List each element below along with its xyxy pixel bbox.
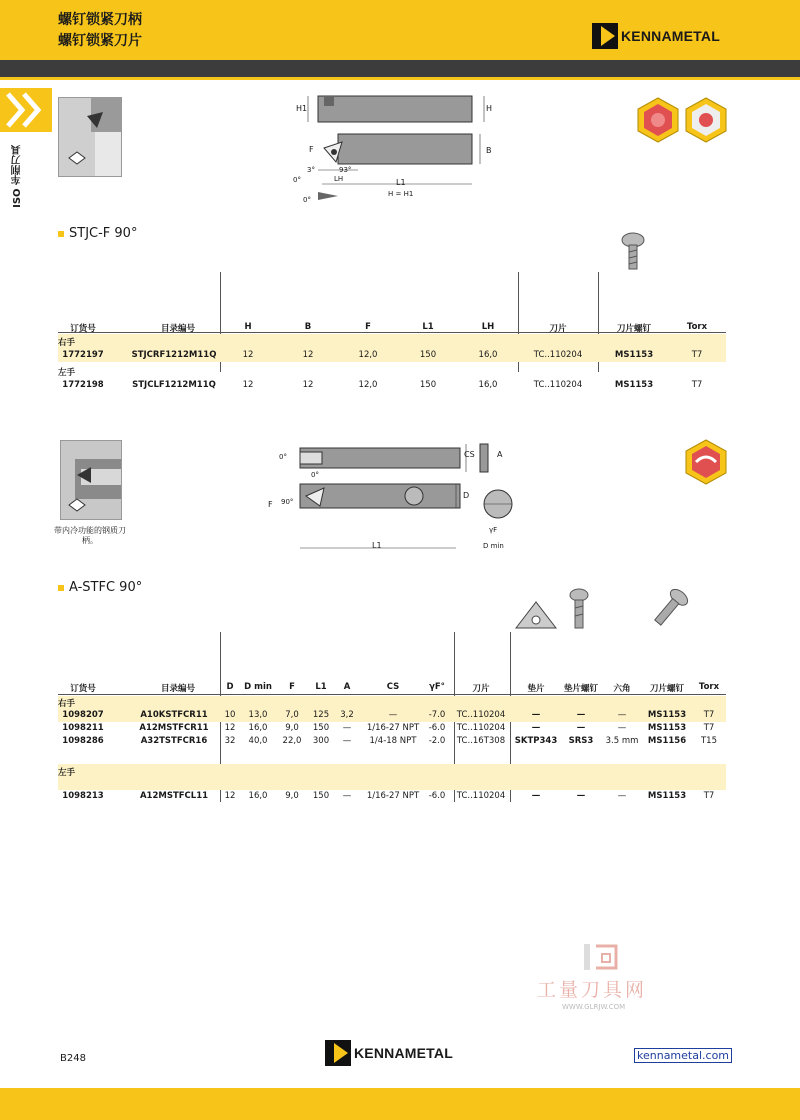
table-cell: A32TSTFCR16 [140,736,208,746]
table-cell: STJCLF1212M11Q [132,380,216,390]
table-cell: -6.0 [428,791,446,801]
dim-label-93deg: 93° [339,166,352,174]
tool-photo-caption: 带内冷功能的钢质刀柄。 [54,526,126,545]
table-cell: 12 [224,791,236,801]
col-header: 刀片螺钉 [649,684,684,694]
table-cell: — [342,791,352,801]
side-tab-label: ISO 车削刀具 [12,145,23,208]
group-label-left: 左手 [58,368,76,378]
table-cell: T7 [691,380,703,390]
col-header: F [365,322,371,332]
col-header: 垫片 [527,684,545,694]
dim2-label-cs: CS [464,450,475,459]
table-cell: T7 [703,710,715,720]
table-cell: T15 [700,736,717,746]
table-cell: MS1153 [647,723,687,733]
table-cell: 1/16-27 NPT [366,791,420,801]
watermark-url: WWW.GLRJW.COM [562,1003,626,1011]
col-header: B [304,322,312,332]
dim2-label-0deg-b: 0° [311,471,319,479]
table-cell: — [576,791,586,801]
table-cell: TC..110204 [456,723,506,733]
table-cell: T7 [703,791,715,801]
col-header: 订货号 [70,324,96,334]
col-header: F [289,682,295,692]
table-cell: MS1156 [647,736,687,746]
table-cell: MS1153 [614,380,654,390]
dim-label-h-eq-h1: H = H1 [388,190,414,198]
table-cell: — [617,710,627,720]
table-astfc [58,632,726,802]
col-header: γF° [429,682,445,692]
table-stjc [58,270,726,400]
table-cell: A12MSTFCR11 [139,723,209,733]
divider [58,694,726,695]
shim-screw-icon [568,588,590,630]
col-header: 刀片螺钉 [616,324,651,334]
table-cell: MS1153 [647,710,687,720]
header-dark-band [0,60,800,77]
tool-photo-1 [58,97,122,177]
table-cell: MS1153 [614,350,654,360]
dim2-label-a: A [497,450,503,459]
dim2-label-f: F [268,500,273,509]
table-cell: — [576,710,586,720]
watermark-logo-icon [582,942,622,972]
dim-label-h: H [486,104,493,113]
table-cell: 1772197 [62,350,104,360]
table-cell: — [342,723,352,733]
table-cell: -2.0 [428,736,446,746]
col-header: 刀片 [549,324,567,334]
group-label-right: 右手 [58,338,76,348]
table-cell: 13,0 [248,710,268,720]
col-header: Torx [686,322,708,332]
table-cell: — [531,791,541,801]
table-cell: 1772198 [62,380,104,390]
table-cell: SKTP343 [514,736,558,746]
col-header: H [244,322,252,332]
material-steel-icon-2 [684,438,728,486]
dim2-label-gamma-f: γF [489,526,498,534]
table-cell: 16,0 [248,791,268,801]
group-label-left: 左手 [58,768,76,778]
table-cell: 1098207 [62,710,104,720]
header-accent-line [0,77,800,80]
table-cell: 12 [302,350,314,360]
col-header: 刀片 [472,684,490,694]
page-subtitle: 螺钉锁紧刀片 [58,33,142,49]
dim-label-l1: L1 [396,178,406,187]
page-title: 螺钉锁紧刀柄 [58,12,142,28]
dim-label-b: B [486,146,492,155]
table-cell: TC..16T308 [456,736,506,746]
side-tab [0,88,52,132]
table-cell: TC..110204 [533,380,583,390]
table-cell: TC..110204 [456,710,506,720]
table-cell: 32 [224,736,236,746]
page-number: B248 [60,1053,86,1064]
table-cell: 300 [312,736,330,746]
table-cell: 150 [312,791,330,801]
table-cell: 12 [224,723,236,733]
col-header: L1 [422,322,434,332]
table-cell: 1/16-27 NPT [366,723,420,733]
table-cell: 3,2 [340,710,354,720]
footer-brand-logo: KENNAMETAL [325,1040,453,1066]
table-cell: 9,0 [285,723,299,733]
table-cell: 1098213 [62,791,104,801]
col-header: 订货号 [70,684,96,694]
highlight-row-group [58,764,726,790]
website-link[interactable]: kennametal.com [634,1048,732,1063]
insert-screw-icon [620,232,646,272]
section-marker-icon [58,585,64,591]
col-header: D [226,682,234,692]
table-cell: 22,0 [282,736,302,746]
tool-photo-2 [60,440,122,520]
table-cell: 40,0 [248,736,268,746]
table-cell: — [617,791,627,801]
table-cell: TC..110204 [533,350,583,360]
dim-label-f: F [309,145,314,154]
table-cell: — [531,723,541,733]
col-header: 目录编号 [160,684,195,694]
dim2-label-0deg-a: 0° [279,453,287,461]
table-cell: — [617,723,627,733]
table-cell: -7.0 [428,710,446,720]
table-cell: 1/4-18 NPT [369,736,417,746]
table-cell: T7 [703,723,715,733]
kennametal-k-icon [325,1040,351,1066]
col-header: 目录编号 [160,324,195,334]
col-header: CS [386,682,400,692]
table-cell: — [342,736,352,746]
table-cell: — [388,710,398,720]
table-cell: 12,0 [358,380,378,390]
brand-logo: KENNAMETAL [592,23,720,49]
table-cell: 12 [302,380,314,390]
table-cell: 150 [419,350,437,360]
table-cell: 150 [419,380,437,390]
table-cell: 12,0 [358,350,378,360]
table-cell: 10 [224,710,236,720]
table-cell: SRS3 [568,736,594,746]
dim-label-h1: H1 [296,104,308,113]
table-cell: — [576,723,586,733]
dim-label-0deg-b: 0° [303,196,311,204]
dim2-label-dmin: D min [483,542,504,550]
material-stainless-icon [684,96,728,144]
table-cell: 16,0 [478,350,498,360]
col-header: 六角 [613,684,631,694]
table-cell: A12MSTFCL11 [139,791,209,801]
table-cell: 16,0 [478,380,498,390]
col-header: LH [481,322,495,332]
footer-bar [0,1088,800,1120]
dim2-label-l1: L1 [372,541,382,550]
table-cell: 1098286 [62,736,104,746]
dim2-label-90deg: 90° [281,498,294,506]
table-cell: 12 [242,380,254,390]
dim-label-3deg: 3° [307,166,315,174]
section-title-stjc: STJC-F 90° [58,226,137,241]
kennametal-k-icon [592,23,618,49]
watermark-text: 工量刀具网 [537,979,648,1001]
dim2-label-d: D [463,491,470,500]
table-cell: T7 [691,350,703,360]
table-cell: 7,0 [285,710,299,720]
table-cell: STJCRF1212M11Q [131,350,217,360]
col-header: Torx [698,682,720,692]
table-cell: 3.5 mm [605,736,639,746]
table-cell: 150 [312,723,330,733]
table-cell: — [531,710,541,720]
section-title-astfc: A-STFC 90° [58,580,142,595]
col-header: L1 [315,682,327,692]
table-cell: MS1153 [647,791,687,801]
table-cell: 125 [312,710,330,720]
dim-label-0deg-a: 0° [293,176,301,184]
section-marker-icon [58,231,64,237]
insert-screw-icon-angled [648,588,692,630]
col-header: A [343,682,351,692]
table-cell: 1098211 [62,723,104,733]
table-cell: -6.0 [428,723,446,733]
table-cell: 12 [242,350,254,360]
table-cell: 9,0 [285,791,299,801]
table-cell: TC..110204 [456,791,506,801]
group-label-right: 右手 [58,699,76,709]
tool-dimension-drawing-2 [270,436,520,556]
dim-label-lh: LH [334,175,344,183]
col-header: 垫片螺钉 [563,684,598,694]
insert-shim-icon [514,600,558,632]
table-cell: A10KSTFCR11 [140,710,208,720]
material-steel-icon [636,96,680,144]
col-header: D min [244,682,272,692]
table-cell: 16,0 [248,723,268,733]
